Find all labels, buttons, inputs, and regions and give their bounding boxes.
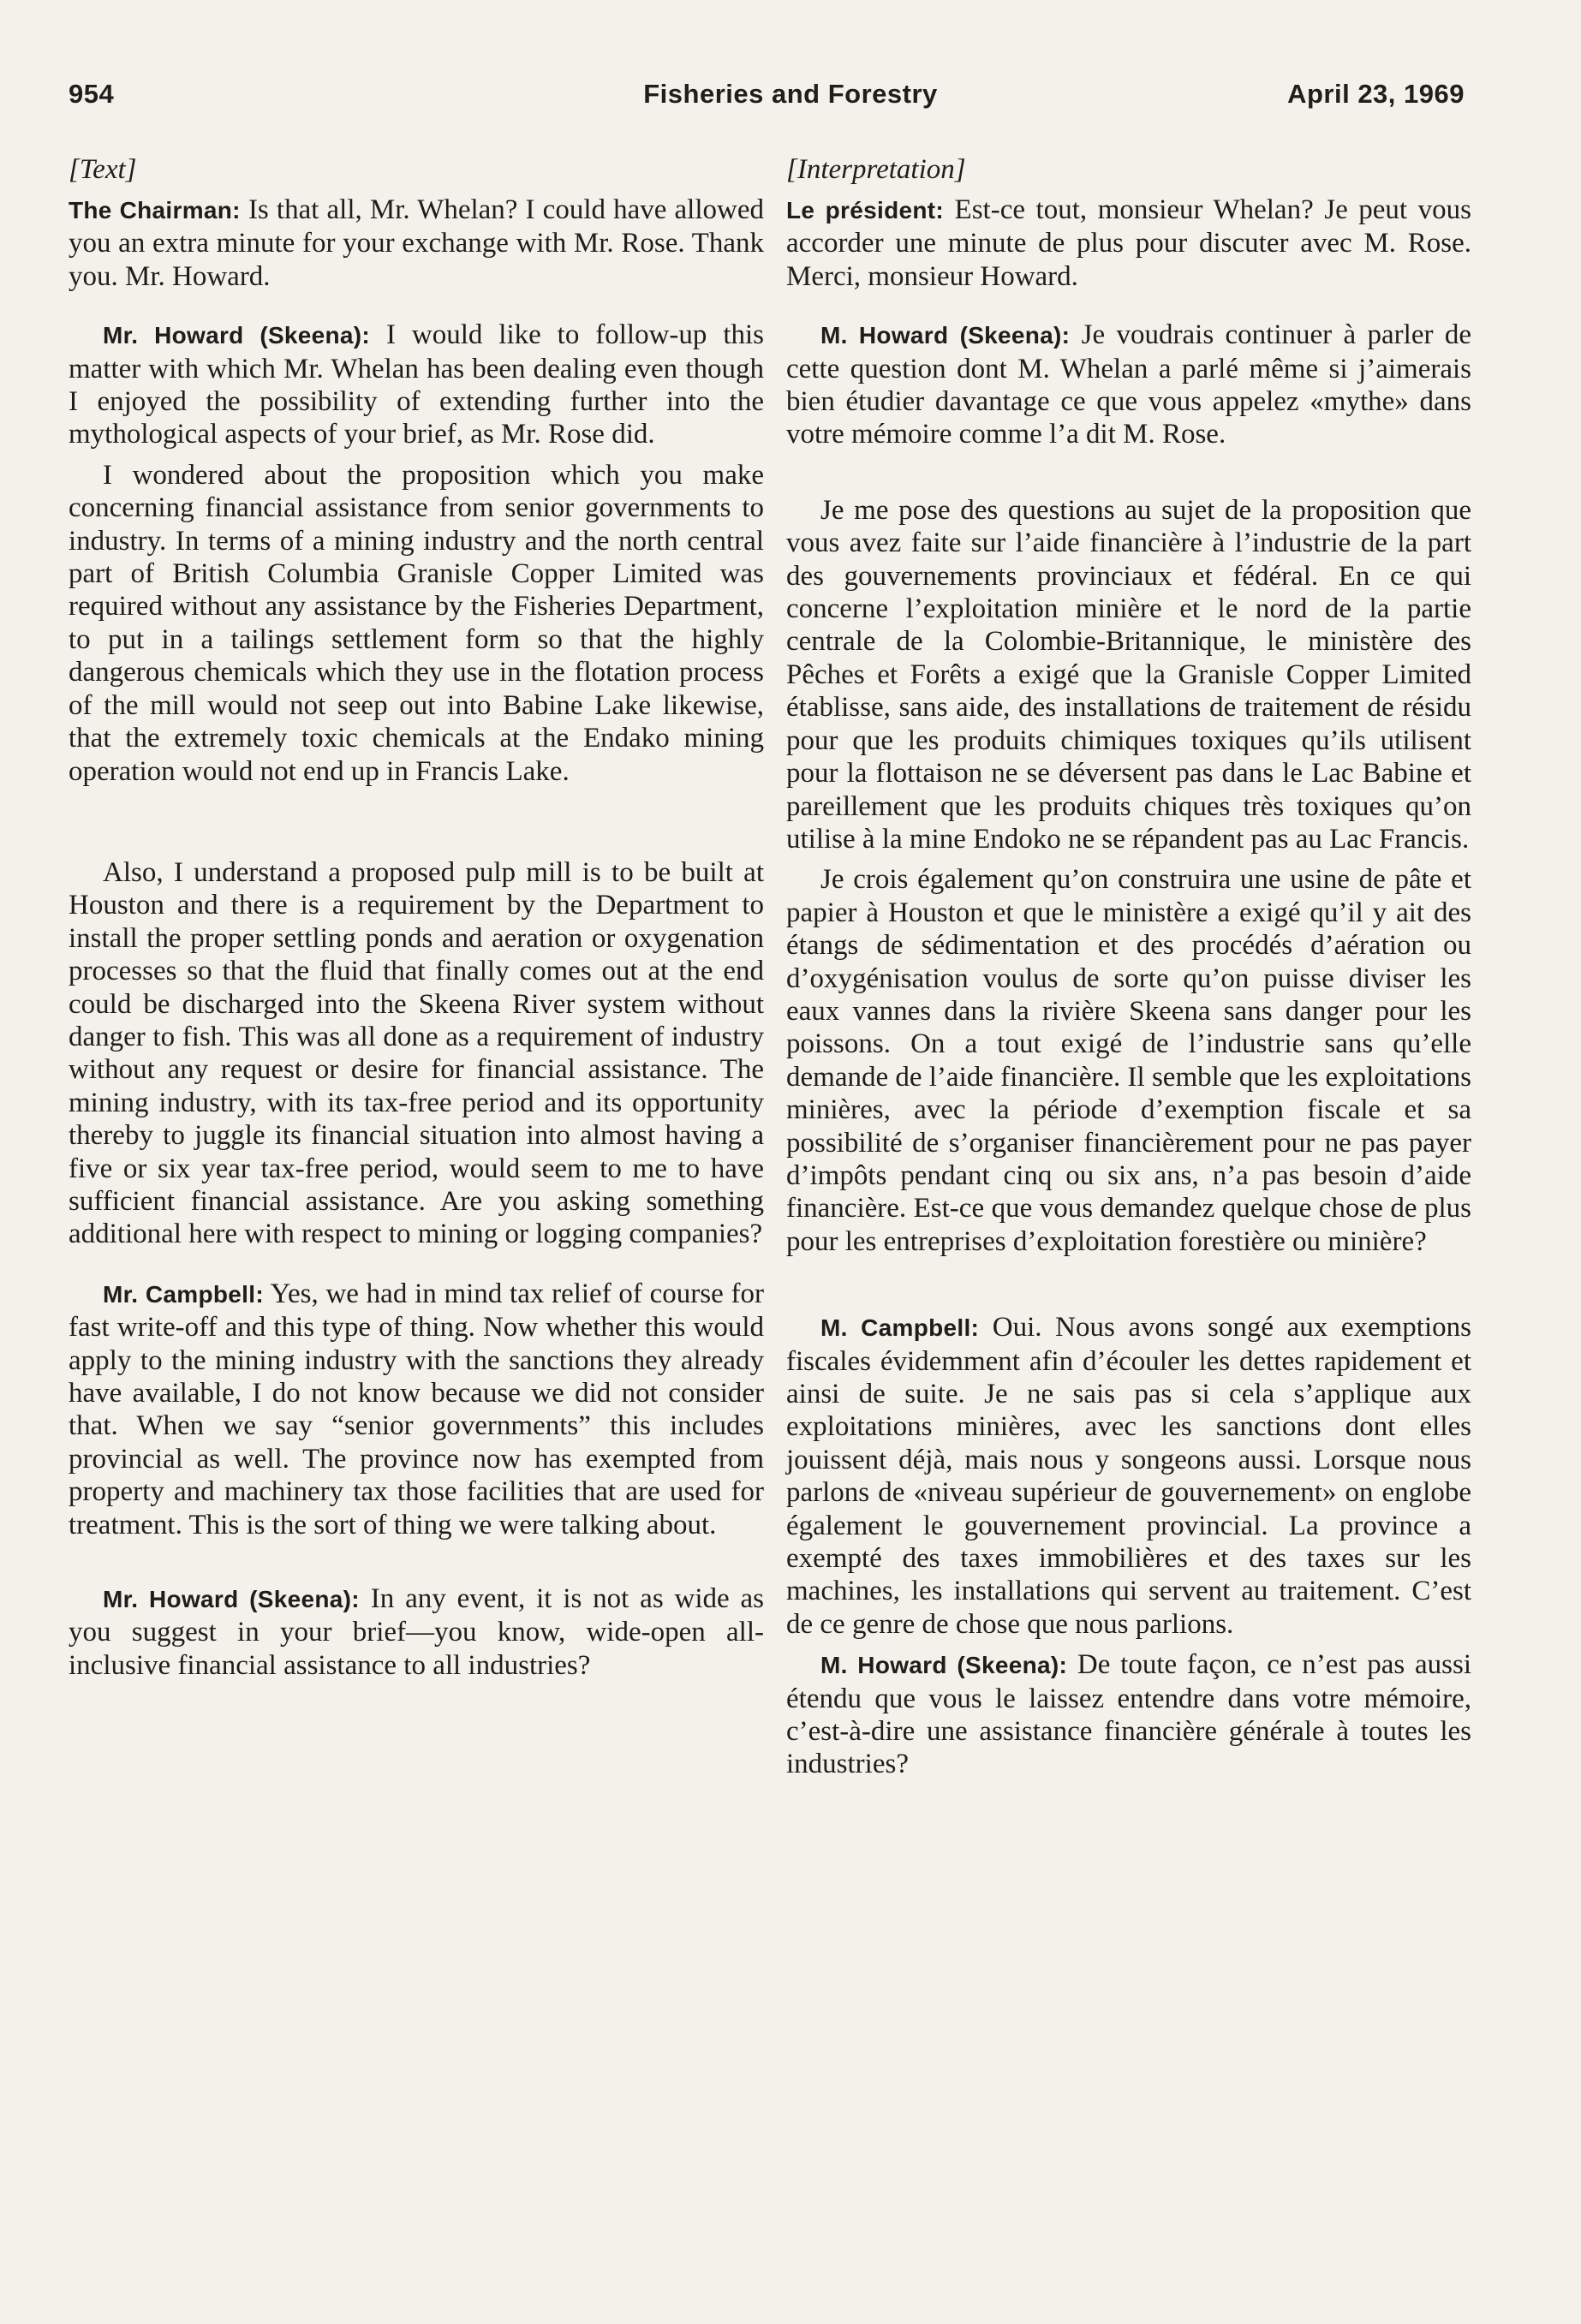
speaker-name: M. Howard (Skeena): (820, 322, 1071, 349)
paragraph-text: Est-ce tout, monsieur Whelan? Je peut vous accorder une minute de plus pour discuter avec M. Rose. Merci, monsieur Howard. (786, 194, 1471, 292)
paragraph-campbell (69, 1278, 764, 1541)
speaker-name: Le président: (786, 197, 945, 223)
paragraph-howard-pulp-mill: Also, I understand a proposed pulp mill is to be built at Houston and there is a requirement by the Department to install the proper settling ponds and aeration or oxygenation processes so that the fluid that finally comes out at the end could be discharged into the Skeena River system without danger to fish. This was all done as a requirement of industry without any request or desire for financial assistance. The mining industry, with its tax-free period and its opportunity thereby to juggle its financial situation into almost having a five or six year tax-free period, would seem to me to have sufficient financial assistance. Are you asking something additional here with respect to mining or logging companies? (69, 856, 764, 1250)
speaker-name: M. Campbell: (820, 1314, 980, 1342)
paragraph-howard-fr-continued: Je me pose des questions au sujet de la proposition que vous avez faite sur l’aide financière à l’industrie de la part des gouvernements provinciaux et fédéral. En ce qui concerne l’exploitation minière et le nord de la partie centrale de la Colombie-Britannique, le ministère des Pêches et Forêts a exigé que la Granisle Copper Limited établisse, sans aide, des installations de traitement de résidu pour que les produits chimiques toxiques qu’ils utilisent pour la flottaison ne se déversent pas dans le Lac Babine et pareillement que les produits chiques très toxiques qu’on utilise à la mine Endoko ne se répandent pas au Lac Francis. (786, 494, 1471, 855)
paragraph-howard (69, 319, 764, 451)
interpretation-label: [Interpretation] (786, 154, 966, 185)
paragraph-campbell-fr (786, 1311, 1471, 1641)
paragraph-howard-fr-final (786, 1648, 1471, 1781)
speaker-name: M. Howard (Skeena): (820, 1652, 1068, 1679)
paragraph-text: In any event, it is not as wide as you suggest in your brief—you know, wide-open all-inclusive financial assistance to all industries? (69, 1583, 764, 1681)
date: April 23, 1969 (1287, 79, 1465, 109)
text-label: [Text] (69, 154, 137, 185)
speaker-name: Mr. Campbell: (103, 1280, 264, 1308)
paragraph-text: Is that all, Mr. Whelan? I could have allowed you an extra minute for your exchange with Mr. Rose. Thank you. Mr. Howard. (69, 194, 764, 292)
speaker-name: Mr. Howard (Skeena): (103, 1586, 360, 1613)
paragraph-text: Yes, we had in mind tax relief of course for fast write-off and this type of thing. Now whether this would apply to the mining industry with the sanctions they already have available, I do not know because we did not consider that. When we say “senior governments” this includes provincial as well. The province now has exempted from property and machinery tax those facilities that are used for treatment. This is the sort of thing we were talking about. (69, 1278, 764, 1540)
paragraph-howard-final (69, 1582, 764, 1682)
speaker-name: The Chairman: (69, 197, 241, 223)
paragraph-howard-fr-usine: Je crois également qu’on construira une usine de pâte et papier à Houston et que le ministère a exigé qu’il y ait des étangs de sédimentation et des procédés d’aération ou d’oxygénisation voulus de sorte qu’on puisse diviser les eaux vannes dans la rivière Skeena sans danger pour les poissons. On a tout exigé de l’industrie sans qu’elle demande de l’aide financière. Il semble que les exploitations minières, avec la période d’exemption fiscale et sa possibilité de s’organiser financièrement pour ne pas payer d’impôts pendant cinq ou six ans, n’a pas besoin d’aide financière. Est-ce que vous demandez quelque chose de plus pour les entreprises d’exploitation forestière ou minière? (786, 864, 1471, 1257)
french-column (786, 154, 1471, 1781)
paragraph-text: I would like to follow-up this matter with which Mr. Whelan has been dealing even though I enjoyed the possibility of extending further into the mythological aspects of your brief, as Mr. Rose did. (69, 319, 765, 450)
english-column (69, 154, 764, 1682)
paragraph-howard-fr (786, 319, 1471, 451)
running-title: Fisheries and Forestry (643, 79, 938, 109)
paragraph-howard-continued: I wondered about the proposition which you make concerning financial assistance from senior governments to industry. In terms of a mining industry and the north central part of British Columbia Granisle Copper Limited was required without any assistance by the Fisheries Department, to put in a tailings settlement form so that the highly dangerous chemicals which they use in the flotation process of the mill would not seep out into Babine Lake likewise, that the extremely toxic chemicals at the Endako mining operation would not end up in Francis Lake. (69, 459, 764, 787)
paragraph-text: De toute façon, ce n’est pas aussi étendu que vous le laissez entendre dans votre mémoire, c’est-à-dire une assistance financière générale à toutes les industries? (786, 1649, 1471, 1780)
speaker-name: Mr. Howard (Skeena): (103, 322, 371, 349)
paragraph-text: Oui. Nous avons songé aux exemptions fiscales évidemment afin d’écouler les dettes rapidement et ainsi de suite. Je ne sais pas si cela s’applique aux exploitations minières, avec les sanctions dont elles jouissent déjà, mais nous y songeons aussi. Lorsque nous parlons de «niveau supérieur de gouvernement» on englobe également le gouvernement provincial. La province a exempté des taxes immobilières et des taxes sur les machines, les installations qui servent au traitement. C’est de ce genre de chose que nous parlions. (786, 1312, 1471, 1640)
paragraph-text: Je voudrais continuer à parler de cette question dont M. Whelan a parlé même si j’aimerais bien étudier davantage ce que vous appelez «mythe» dans votre mémoire comme l’a dit M. Rose. (786, 319, 1471, 450)
page-number: 954 (69, 79, 115, 109)
paragraph-president (786, 194, 1471, 293)
paragraph-chairman (69, 194, 764, 293)
